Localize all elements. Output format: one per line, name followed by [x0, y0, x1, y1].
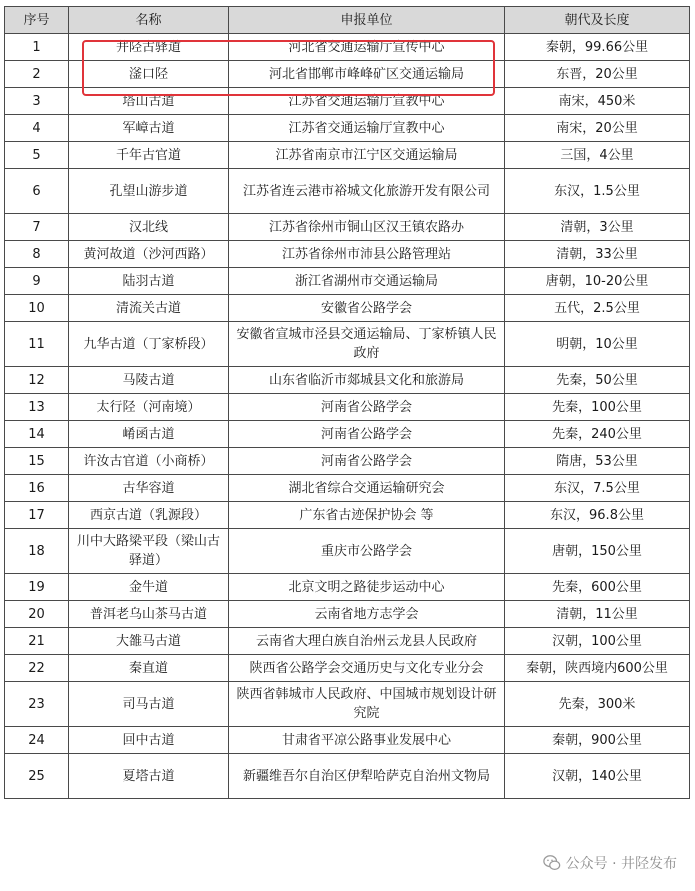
cell-name: 孔望山游步道: [69, 169, 229, 214]
cell-name: 司马古道: [69, 682, 229, 727]
cell-applicant: 河北省交通运输厅宣传中心: [229, 34, 505, 61]
cell-dynasty-length: 南宋，20公里: [505, 115, 690, 142]
cell-dynasty-length: 汉朝，140公里: [505, 754, 690, 799]
cell-index: 6: [5, 169, 69, 214]
cell-dynasty-length: 秦朝，陕西境内600公里: [505, 655, 690, 682]
table-row: [5, 682, 690, 727]
cell-index: 10: [5, 295, 69, 322]
table-row: [5, 628, 690, 655]
cell-dynasty-length: 先秦，600公里: [505, 574, 690, 601]
cell-dynasty-length: 明朝，10公里: [505, 322, 690, 367]
cell-name: 黄河故道（沙河西路）: [69, 241, 229, 268]
cell-index: 15: [5, 448, 69, 475]
cell-name: 太行陉（河南境）: [69, 394, 229, 421]
cell-applicant: 湖北省综合交通运输研究会: [229, 475, 505, 502]
cell-index: 25: [5, 754, 69, 799]
table-row: [5, 88, 690, 115]
cell-name: 千年古官道: [69, 142, 229, 169]
cell-dynasty-length: 东晋，20公里: [505, 61, 690, 88]
cell-dynasty-length: 东汉，7.5公里: [505, 475, 690, 502]
cell-dynasty-length: 唐朝，150公里: [505, 529, 690, 574]
cell-applicant: 河北省邯郸市峰峰矿区交通运输局: [229, 61, 505, 88]
cell-applicant: 江苏省徐州市沛县公路管理站: [229, 241, 505, 268]
cell-index: 11: [5, 322, 69, 367]
table-row: [5, 574, 690, 601]
cell-dynasty-length: 南宋，450米: [505, 88, 690, 115]
cell-dynasty-length: 东汉，1.5公里: [505, 169, 690, 214]
header-dynasty-length: 朝代及长度: [505, 7, 690, 34]
cell-index: 8: [5, 241, 69, 268]
cell-applicant: 江苏省南京市江宁区交通运输局: [229, 142, 505, 169]
cell-dynasty-length: 先秦，100公里: [505, 394, 690, 421]
cell-dynasty-length: 清朝，11公里: [505, 601, 690, 628]
cell-applicant: 云南省地方志学会: [229, 601, 505, 628]
table-row: [5, 421, 690, 448]
cell-applicant: 北京文明之路徒步运动中心: [229, 574, 505, 601]
header-name: 名称: [69, 7, 229, 34]
cell-applicant: 陕西省公路学会交通历史与文化专业分会: [229, 655, 505, 682]
cell-dynasty-length: 汉朝，100公里: [505, 628, 690, 655]
cell-dynasty-length: 唐朝，10-20公里: [505, 268, 690, 295]
cell-name: 许汝古官道（小商桥）: [69, 448, 229, 475]
table-row: [5, 115, 690, 142]
cell-dynasty-length: 先秦，240公里: [505, 421, 690, 448]
header-index: 序号: [5, 7, 69, 34]
cell-index: 18: [5, 529, 69, 574]
cell-index: 14: [5, 421, 69, 448]
cell-applicant: 江苏省连云港市裕城文化旅游开发有限公司: [229, 169, 505, 214]
cell-index: 24: [5, 727, 69, 754]
cell-applicant: 陕西省韩城市人民政府、中国城市规划设计研究院: [229, 682, 505, 727]
cell-applicant: 浙江省湖州市交通运输局: [229, 268, 505, 295]
cell-dynasty-length: 三国，4公里: [505, 142, 690, 169]
cell-applicant: 河南省公路学会: [229, 448, 505, 475]
cell-applicant: 重庆市公路学会: [229, 529, 505, 574]
cell-index: 3: [5, 88, 69, 115]
table-row: [5, 754, 690, 799]
cell-name: 大雒马古道: [69, 628, 229, 655]
cell-name: 普洱老乌山茶马古道: [69, 601, 229, 628]
cell-applicant: 河南省公路学会: [229, 421, 505, 448]
table-row: [5, 475, 690, 502]
cell-dynasty-length: 先秦，50公里: [505, 367, 690, 394]
watermark: [539, 851, 681, 875]
cell-name: 金牛道: [69, 574, 229, 601]
cell-applicant: 新疆维吾尔自治区伊犁哈萨克自治州文物局: [229, 754, 505, 799]
cell-applicant: 江苏省徐州市铜山区汉王镇农路办: [229, 214, 505, 241]
table-row: [5, 448, 690, 475]
table-row: [5, 295, 690, 322]
table-row: [5, 601, 690, 628]
cell-name: 崤函古道: [69, 421, 229, 448]
table-row: [5, 655, 690, 682]
table-row: [5, 214, 690, 241]
table-row: [5, 169, 690, 214]
cell-dynasty-length: 隋唐，53公里: [505, 448, 690, 475]
cell-index: 9: [5, 268, 69, 295]
cell-applicant: 安徽省公路学会: [229, 295, 505, 322]
cell-name: 军嶂古道: [69, 115, 229, 142]
cell-name: 九华古道（丁家桥段）: [69, 322, 229, 367]
cell-index: 13: [5, 394, 69, 421]
cell-dynasty-length: 五代，2.5公里: [505, 295, 690, 322]
watermark-text: 公众号 · 井陉发布: [565, 856, 677, 872]
cell-index: 19: [5, 574, 69, 601]
cell-dynasty-length: 秦朝，900公里: [505, 727, 690, 754]
table-row: [5, 529, 690, 574]
table-row: [5, 322, 690, 367]
cell-index: 23: [5, 682, 69, 727]
cell-applicant: 云南省大理白族自治州云龙县人民政府: [229, 628, 505, 655]
cell-index: 12: [5, 367, 69, 394]
cell-index: 22: [5, 655, 69, 682]
cell-dynasty-length: 先秦，300米: [505, 682, 690, 727]
cell-applicant: 安徽省宣城市泾县交通运输局、丁家桥镇人民政府: [229, 322, 505, 367]
cell-applicant: 河南省公路学会: [229, 394, 505, 421]
cell-applicant: 江苏省交通运输厅宣教中心: [229, 115, 505, 142]
header-row: [5, 7, 690, 34]
table-row: [5, 241, 690, 268]
cell-index: 7: [5, 214, 69, 241]
cell-name: 塔山古道: [69, 88, 229, 115]
cell-index: 20: [5, 601, 69, 628]
cell-name: 夏塔古道: [69, 754, 229, 799]
cell-applicant: 甘肃省平凉公路事业发展中心: [229, 727, 505, 754]
cell-dynasty-length: 清朝，3公里: [505, 214, 690, 241]
table-row: [5, 61, 690, 88]
cell-dynasty-length: 清朝，33公里: [505, 241, 690, 268]
cell-dynasty-length: 秦朝，99.66公里: [505, 34, 690, 61]
cell-index: 17: [5, 502, 69, 529]
cell-name: 滏口陉: [69, 61, 229, 88]
cell-applicant: 广东省古迹保护协会 等: [229, 502, 505, 529]
table-row: [5, 502, 690, 529]
cell-index: 21: [5, 628, 69, 655]
table-row: [5, 394, 690, 421]
cell-index: 1: [5, 34, 69, 61]
table-row: [5, 268, 690, 295]
cell-name: 井陉古驿道: [69, 34, 229, 61]
roads-table: [4, 6, 690, 799]
cell-applicant: 江苏省交通运输厅宣教中心: [229, 88, 505, 115]
cell-index: 5: [5, 142, 69, 169]
cell-name: 陆羽古道: [69, 268, 229, 295]
table-row: [5, 367, 690, 394]
cell-name: 秦直道: [69, 655, 229, 682]
cell-name: 川中大路梁平段（梁山古驿道）: [69, 529, 229, 574]
cell-index: 16: [5, 475, 69, 502]
table-row: [5, 142, 690, 169]
cell-dynasty-length: 东汉，96.8公里: [505, 502, 690, 529]
wechat-icon: [543, 854, 561, 872]
cell-name: 马陵古道: [69, 367, 229, 394]
cell-name: 西京古道（乳源段）: [69, 502, 229, 529]
cell-name: 清流关古道: [69, 295, 229, 322]
table-row: [5, 727, 690, 754]
cell-applicant: 山东省临沂市郯城县文化和旅游局: [229, 367, 505, 394]
cell-name: 回中古道: [69, 727, 229, 754]
cell-index: 2: [5, 61, 69, 88]
cell-index: 4: [5, 115, 69, 142]
cell-name: 古华容道: [69, 475, 229, 502]
table-row: [5, 34, 690, 61]
header-applicant: 申报单位: [229, 7, 505, 34]
cell-name: 汉北线: [69, 214, 229, 241]
